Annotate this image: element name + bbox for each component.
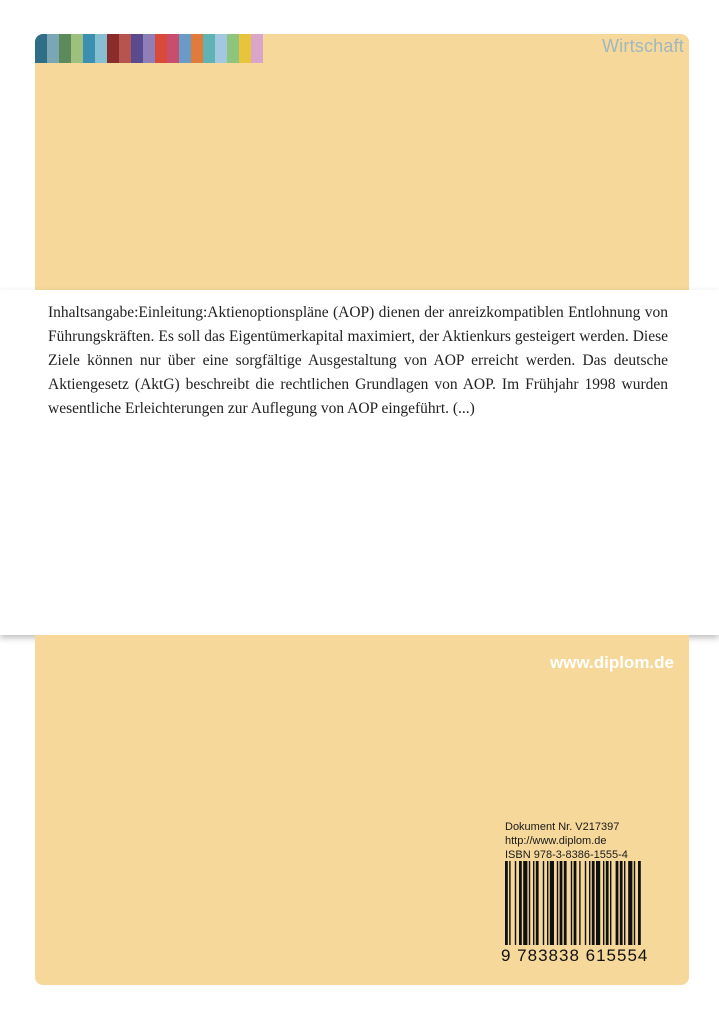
- color-stripe: [191, 34, 203, 63]
- publication-info: [505, 820, 628, 862]
- isbn: ISBN 978-3-8386-1555-4: [505, 849, 628, 861]
- blurb-panel: [0, 290, 719, 635]
- color-stripe: [215, 34, 227, 63]
- color-stripe: [119, 34, 131, 63]
- blurb-text: Inhaltsangabe:Einleitung:Aktienoptionspläne (AOP) dienen der anreizkompatiblen Entlohnung von Führungskräften. Es soll das Eigentümerkapital maximiert, der Aktienkurs gesteigert werden. Diese Ziele können nur über eine sorgfältige Ausgestaltung von AOP erreicht werden. Das deutsche Aktiengesetz (AktG) beschreibt die rechtlichen Grundlagen von AOP. Im Frühjahr 1998 wurden wesentliche Erleichterungen zur Auflegung von AOP eingeführt. (...): [48, 304, 668, 417]
- color-stripe: [107, 34, 119, 63]
- color-stripes: [35, 34, 263, 63]
- color-stripe: [179, 34, 191, 63]
- barcode-icon: [501, 861, 691, 945]
- color-stripe: [251, 34, 263, 63]
- color-stripe: [83, 34, 95, 63]
- color-stripe: [95, 34, 107, 63]
- cover-top-panel: [35, 34, 689, 290]
- publisher-url[interactable]: http://www.diplom.de: [505, 835, 607, 847]
- color-stripe: [167, 34, 179, 63]
- barcode-number: 9 783838 615554: [501, 946, 649, 965]
- cover-bottom-panel: [35, 635, 689, 985]
- color-stripe: [47, 34, 59, 63]
- color-stripe: [131, 34, 143, 63]
- website-link[interactable]: www.diplom.de: [549, 653, 674, 672]
- color-stripe: [227, 34, 239, 63]
- category-label: Wirtschaft: [601, 36, 684, 56]
- color-stripe: [203, 34, 215, 63]
- color-stripe: [155, 34, 167, 63]
- color-stripe: [59, 34, 71, 63]
- color-stripe: [71, 34, 83, 63]
- color-stripe: [143, 34, 155, 63]
- color-stripe: [35, 34, 47, 63]
- color-stripe: [239, 34, 251, 63]
- document-number: Dokument Nr. V217397: [505, 821, 620, 833]
